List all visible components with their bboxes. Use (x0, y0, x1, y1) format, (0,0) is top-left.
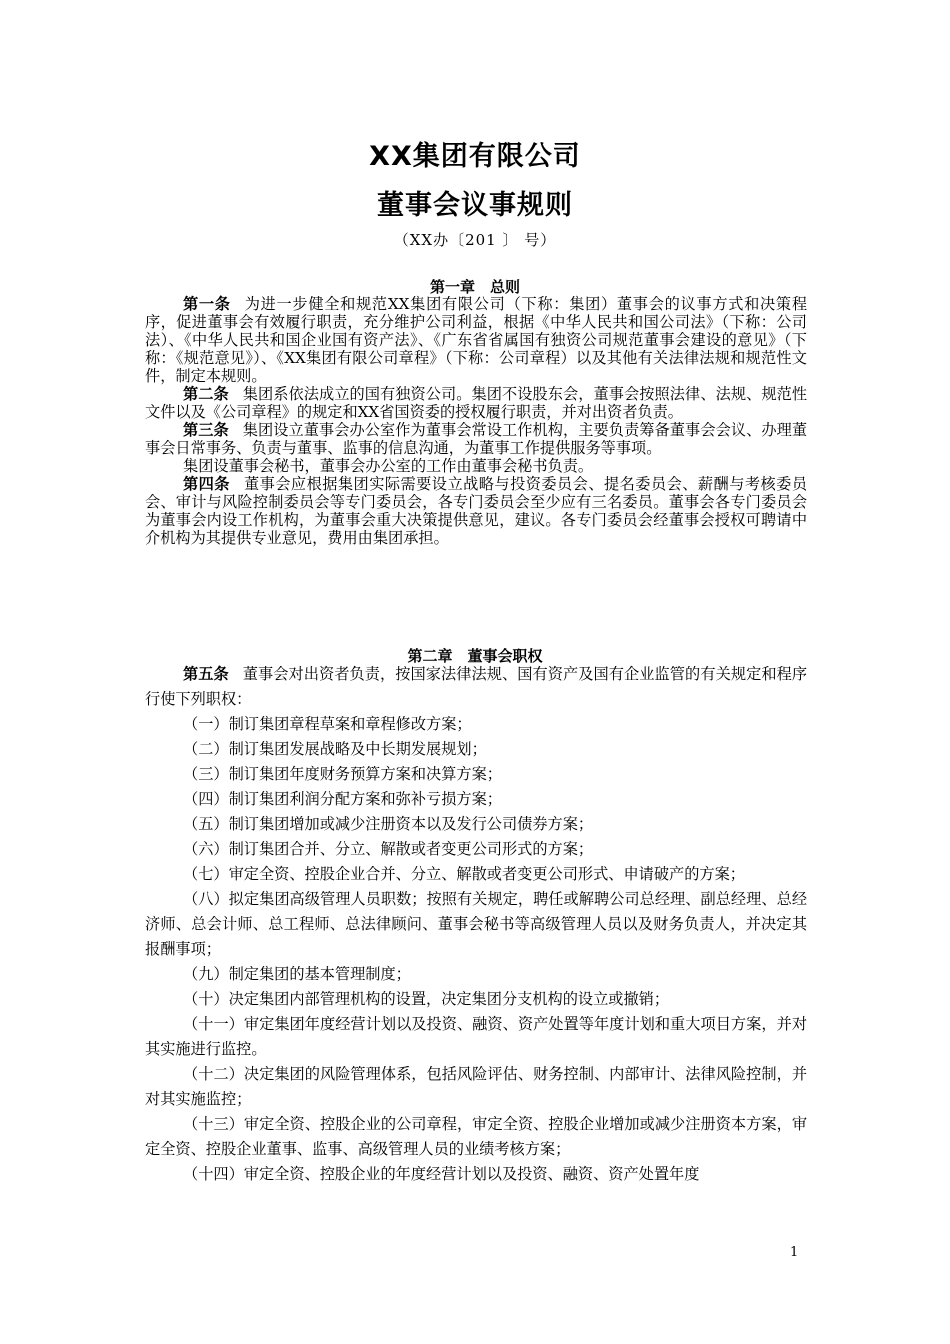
power-item: （九）制定集团的基本管理制度； (183, 965, 411, 983)
power-item: （十四）审定全资、控股企业的年度经营计划以及投资、融资、资产处置年度 (183, 1165, 700, 1183)
power-item: （二）制订集团发展战略及中长期发展规划； (183, 740, 487, 758)
article-1 (145, 295, 807, 385)
article-3-paragraph-2: 集团设董事会秘书，董事会办公室的工作由董事会秘书负责。 (183, 457, 594, 475)
power-item: （三）制订集团年度财务预算方案和决算方案； (183, 765, 502, 783)
article-5-label: 第五条 (183, 665, 229, 683)
power-item: （四）制订集团利润分配方案和弥补亏损方案； (183, 790, 502, 808)
power-item: （五）制订集团增加或减少注册资本以及发行公司债券方案； (183, 815, 594, 833)
article-4 (145, 475, 807, 547)
article-5-text: 董事会对出资者负责，按国家法律法规、国有资产及国有企业监管的有关规定和程序行使下列职权： (145, 665, 808, 708)
chapter-1-heading: 第一章 总则 (429, 278, 520, 296)
page-number: 1 (790, 1245, 799, 1260)
article-1-text: 为进一步健全和规范XX集团有限公司（下称：集团）董事会的议事方式和决策程序，促进董事会有效履行职责，充分维护公司利益，根据《中华人民共和国公司法》（下称：公司法）、《中华人民共和国企业国有资产法》、《广东省省属国有独资公司规范董事会建设的意见》（下称：《规范意见》）、《XX集团有限公司章程》（下称：公司章程）以及其他有关法律法规和规范性文件，制定本规则。 (145, 295, 808, 385)
power-item: （十）决定集团内部管理机构的设置，决定集团分支机构的设立或撤销； (183, 990, 669, 1008)
chapter-1-body (145, 295, 807, 547)
article-3-text: 集团设立董事会办公室作为董事会常设工作机构，主要负责筹备董事会会议、办理董事会日常事务、负责与董事、监事的信息沟通，为董事工作提供服务等事项。 (145, 421, 808, 457)
article-4-label: 第四条 (183, 475, 230, 493)
power-item: （六）制订集团合并、分立、解散或者变更公司形式的方案； (183, 840, 594, 858)
power-item: （七）审定全资、控股企业合并、分立、解散或者变更公司形式、申请破产的方案； (183, 865, 745, 883)
document-number: （XX办〔201 〕 号） (393, 231, 557, 249)
article-5 (145, 662, 807, 712)
power-item: （一）制订集团章程草案和章程修改方案； (183, 715, 472, 733)
power-item: （八）拟定集团高级管理人员职数；按照有关规定，聘任或解聘公司总经理、副总经理、总经济师、总会计师、总工程师、总法律顾问、董事会秘书等高级管理人员以及财务负责人，并决定其报酬事项； (145, 890, 807, 958)
power-item: （十二）决定集团的风险管理体系，包括风险评估、财务控制、内部审计、法律风险控制，并对其实施监控； (145, 1065, 807, 1108)
article-4-text: 董事会应根据集团实际需要设立战略与投资委员会、提名委员会、薪酬与考核委员会、审计与风险控制委员会等专门委员会，各专门委员会至少应有三名委员。董事会各专门委员会为董事会内设工作机构，为董事会重大决策提供意见，建议。各专门委员会经董事会授权可聘请中介机构为其提供专业意见，费用由集团承担。 (145, 475, 808, 547)
power-item: （十一）审定集团年度经营计划以及投资、融资、资产处置等年度计划和重大项目方案，并对其实施进行监控。 (145, 1015, 807, 1058)
article-2-text: 集团系依法成立的国有独资公司。集团不设股东会，董事会按照法律、法规、规范性文件以及《公司章程》的规定和XX省国资委的授权履行职责，并对出资者负责。 (145, 385, 808, 421)
power-item: （十三）审定全资、控股企业的公司章程，审定全资、控股企业增加或减少注册资本方案，审定全资、控股企业董事、监事、高级管理人员的业绩考核方案； (145, 1115, 807, 1158)
article-2-label: 第二条 (183, 385, 229, 403)
chapter-2-body (145, 662, 807, 1187)
article-1-label: 第一条 (183, 295, 231, 313)
article-3-label: 第三条 (183, 421, 229, 439)
document-title-company: XX集团有限公司 (369, 141, 581, 172)
chapter-2-heading: 第二章 董事会职权 (407, 647, 543, 665)
document-title-rules: 董事会议事规则 (377, 190, 573, 221)
article-2 (145, 385, 807, 421)
article-3 (145, 421, 807, 457)
